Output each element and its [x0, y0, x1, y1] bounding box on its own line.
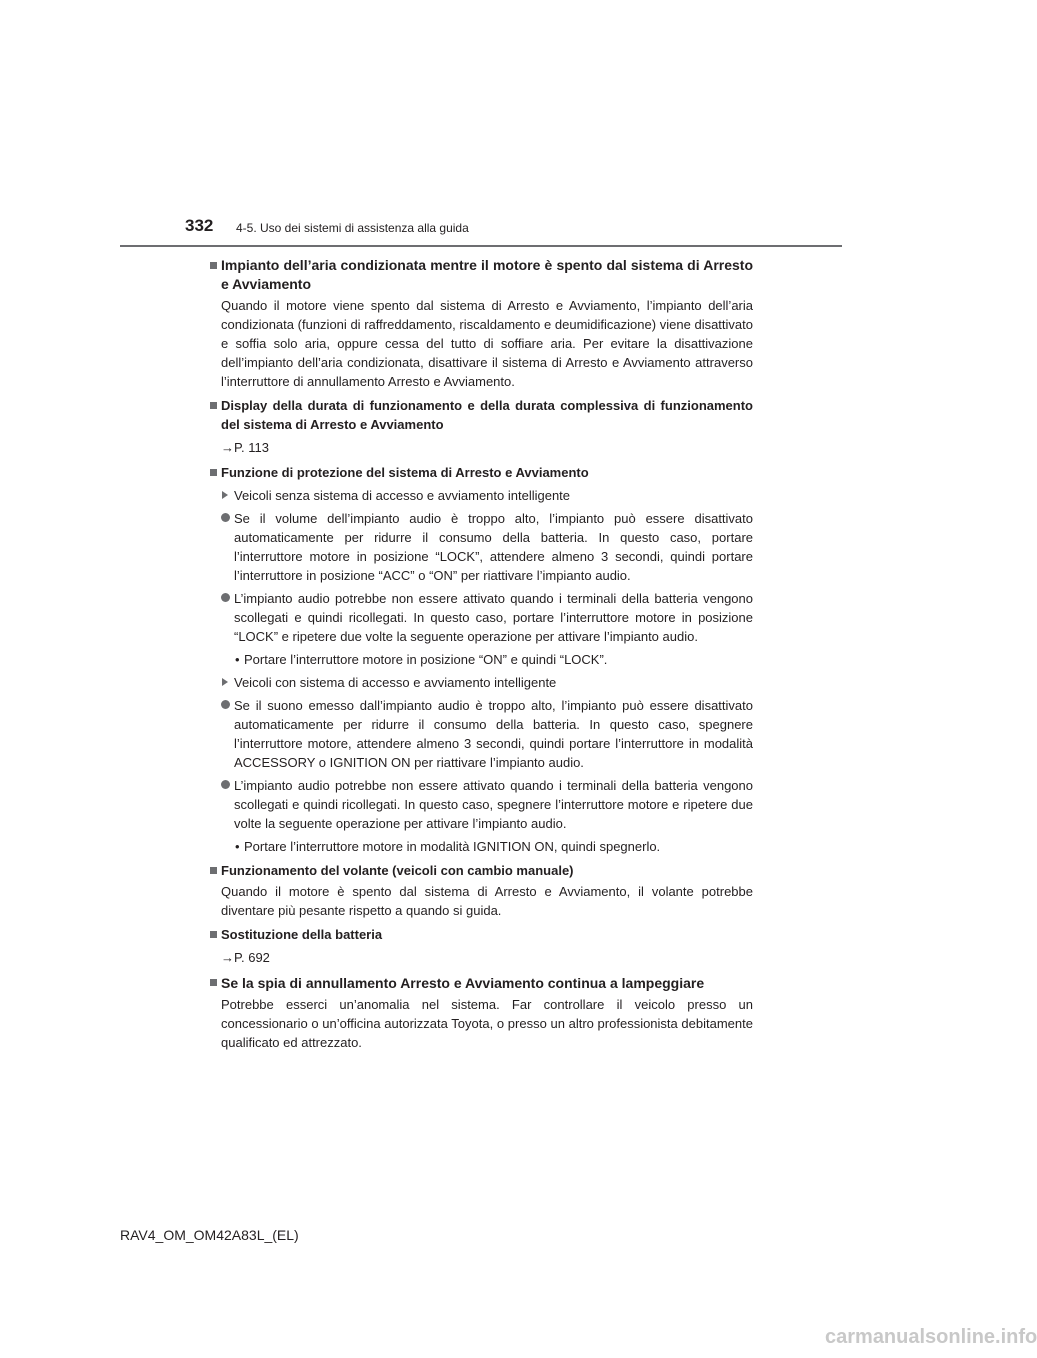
item-text: Quando il motore è spento dal sistema di Arresto e Avviamento, il volante potrebbe diventare più pesante rispetto a quando si guida.: [221, 884, 753, 918]
small-bullet-icon: •: [235, 652, 240, 667]
item-battery-replacement: [210, 925, 753, 967]
item-indicator-flashing: [210, 973, 753, 1052]
item-text: Potrebbe esserci un’anomalia nel sistema. Far controllare il veicolo presso un concessionario o un’officina autorizzata Toyota, o presso un altro professionista debitamente qualificato ed attrezzato.: [221, 997, 753, 1050]
sub-step-text: Portare l’interruttore motore in posizione “ON” e quindi “LOCK”.: [244, 652, 608, 667]
item-display-duration: [210, 396, 753, 457]
list-item-text: L’impianto audio potrebbe non essere attivato quando i terminali della batteria vengono scollegati e quindi ricollegati. In questo caso, spegnere l’interruttore motore e ripetere due volte la seguente operazione per attivare l’impianto audio.: [234, 778, 753, 831]
item-heading: Impianto dell’aria condizionata mentre il motore è spento dal sistema di Arresto e Avviamento: [221, 257, 753, 292]
header-rule: [120, 245, 842, 247]
square-bullet-icon: [210, 931, 217, 938]
page-content: [210, 256, 753, 1057]
triangle-right-icon: [222, 491, 228, 499]
page-reference: →P. 113: [221, 440, 269, 455]
page-reference: →P. 692: [221, 950, 270, 965]
small-bullet-icon: •: [235, 839, 240, 854]
triangle-right-icon: [222, 678, 228, 686]
item-heading: Sostituzione della batteria: [221, 927, 383, 942]
circle-bullet-icon: [221, 780, 230, 789]
list-item: [221, 776, 753, 833]
square-bullet-icon: [210, 402, 217, 409]
group-label: Veicoli con sistema di accesso e avviamento intelligente: [234, 675, 557, 690]
circle-bullet-icon: [221, 513, 230, 522]
item-heading: Funzionamento del volante (veicoli con cambio manuale): [221, 863, 574, 878]
circle-bullet-icon: [221, 700, 230, 709]
item-heading: Funzione di protezione del sistema di Arresto e Avviamento: [221, 465, 589, 480]
list-item-text: L’impianto audio potrebbe non essere attivato quando i terminali della batteria vengono scollegati e quindi ricollegati. In questo caso, portare l’interruttore motore in posizione “LOCK” e ripetere due volte la seguente operazione per attivare l’impianto audio.: [234, 591, 753, 644]
group-label: Veicoli senza sistema di accesso e avviamento intelligente: [234, 488, 571, 503]
item-air-conditioning: [210, 256, 753, 391]
list-item: [221, 696, 753, 772]
sub-step: [221, 650, 753, 669]
list-item: [221, 509, 753, 585]
manual-code: RAV4_OM_OM42A83L_(EL): [120, 1227, 299, 1243]
vehicle-group-with-smart-key: [221, 673, 753, 692]
sub-step: [221, 837, 753, 856]
item-heading: Se la spia di annullamento Arresto e Avviamento continua a lampeggiare: [221, 975, 705, 991]
list-item-text: Se il volume dell’impianto audio è troppo alto, l’impianto può essere disattivato automaticamente per ridurre il consumo della batteria. In questo caso, portare l’interruttore motore in posizione “LOCK”, attendere almeno 3 secondi, quindi portare l’interruttore in posizione “ACC” o “ON” per riattivare l’impianto audio.: [234, 511, 753, 583]
vehicle-group-without-smart-key: [221, 486, 753, 505]
sub-step-text: Portare l’interruttore motore in modalità IGNITION ON, quindi spegnerlo.: [244, 839, 661, 854]
square-bullet-icon: [210, 867, 217, 874]
list-item-text: Se il suono emesso dall’impianto audio è troppo alto, l’impianto può essere disattivato automaticamente per ridurre il consumo della batteria. In questo caso, spegnere l’interruttore motore, attendere almeno 3 secondi, quindi portare l’interruttore in modalità ACCESSORY o IGNITION ON per riattivare l’impianto audio.: [234, 698, 753, 770]
list-item: [221, 589, 753, 646]
item-protection-function: [210, 463, 753, 856]
square-bullet-icon: [210, 469, 217, 476]
item-text: Quando il motore viene spento dal sistema di Arresto e Avviamento, l’impianto dell’aria condizionata (funzioni di raffreddamento, riscaldamento e deumidificazione) viene disattivato e soffia solo aria, oppure cessa del tutto di soffiare aria. Per evitare la disattivazione dell’impianto dell’aria condizionata, disattivare il sistema di Arresto e Avviamento attraverso l’interruttore di annullamento Arresto e Avviamento.: [221, 298, 753, 389]
square-bullet-icon: [210, 262, 217, 269]
circle-bullet-icon: [221, 593, 230, 602]
watermark: carmanualsonline.info: [825, 1326, 1037, 1348]
item-steering-wheel: [210, 861, 753, 920]
section-title: 4-5. Uso dei sistemi di assistenza alla guida: [236, 221, 469, 235]
item-heading: Display della durata di funzionamento e della durata complessiva di funzionamento del sistema di Arresto e Avviamento: [221, 398, 753, 432]
square-bullet-icon: [210, 979, 217, 986]
page-number: 332: [185, 216, 214, 235]
